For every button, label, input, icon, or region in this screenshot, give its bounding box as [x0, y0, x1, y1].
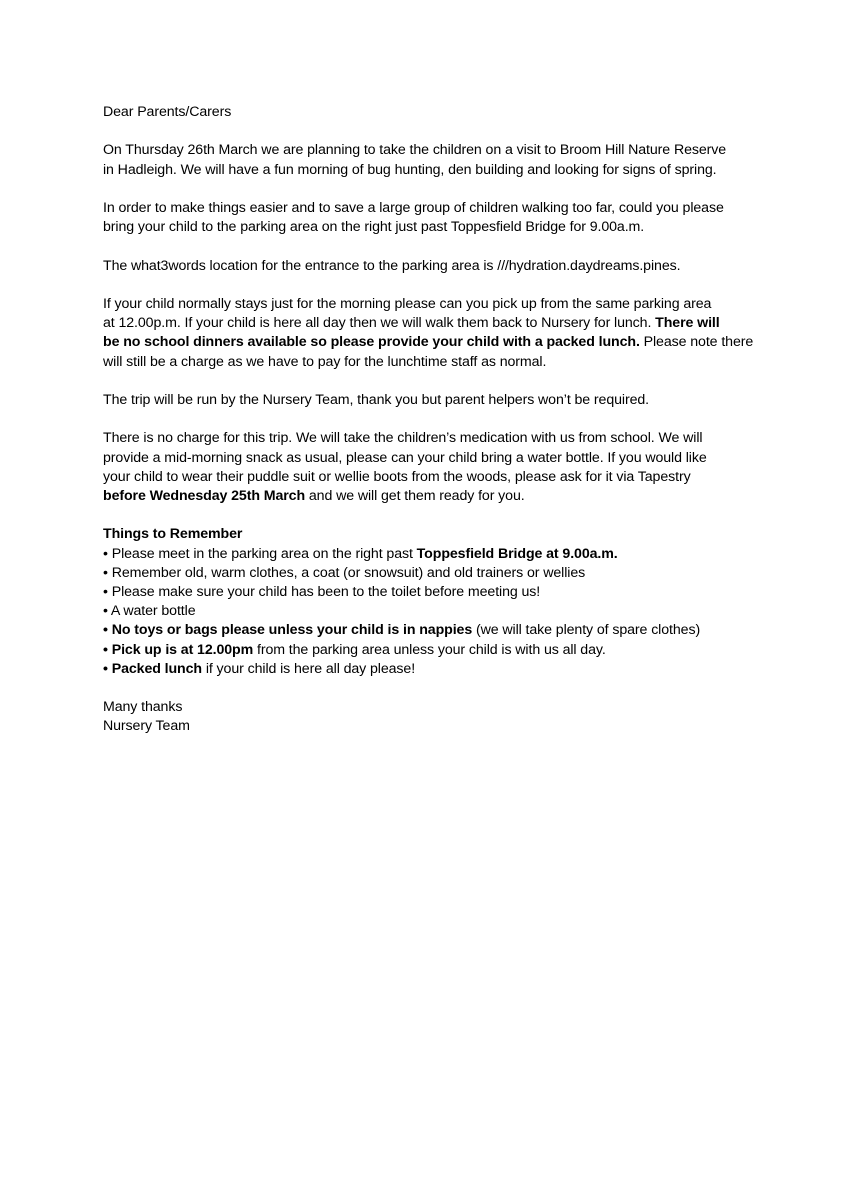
paragraph-line: [103, 314, 763, 333]
emphasis-text: Packed lunch: [111, 660, 202, 677]
list-item-text: if your child is here all day please!: [201, 660, 416, 677]
list-item: [103, 660, 763, 679]
paragraph-what3words: [103, 257, 763, 276]
paragraph-visit-announcement: [103, 141, 763, 179]
paragraph-line: in Hadleigh. We will have a fun morning of bug hunting, den building and looking for signs of spring.: [103, 161, 717, 178]
paragraph-line: On Thursday 26th March we are planning to take the children on a visit to Broom Hill Nature Reserve: [103, 142, 727, 159]
salutation: [103, 103, 763, 122]
bullet: •: [103, 641, 112, 658]
list-item-text: from the parking area unless your child is with us all day.: [253, 641, 606, 658]
list-item: [103, 621, 763, 640]
paragraph-line: [103, 487, 763, 506]
list-item-text: (we will take plenty of spare clothes): [472, 622, 701, 639]
paragraph-line: The what3words location for the entrance to the parking area is ///hydration.daydreams.pines.: [103, 257, 681, 274]
sign-off: [103, 698, 763, 736]
paragraph-drop-off: [103, 199, 763, 237]
list-item: [103, 545, 763, 564]
paragraph-line: There is no charge for this trip. We will take the children’s medication with us from school. We will: [103, 430, 703, 447]
paragraph-line: your child to wear their puddle suit or wellie boots from the woods, please ask for it via Tapestry: [103, 468, 691, 485]
signature-text: Nursery Team: [103, 718, 190, 735]
things-to-remember-section: [103, 525, 763, 679]
emphasis-text: There will: [655, 315, 720, 332]
emphasis-text: before Wednesday 25th March: [103, 487, 306, 504]
salutation-text: Dear Parents/Carers: [103, 104, 232, 120]
paragraph-line: [103, 333, 763, 352]
paragraph-line: In order to make things easier and to save a large group of children walking too far, could you please: [103, 199, 724, 216]
section-heading: Things to Remember: [103, 526, 243, 543]
closing-text: Many thanks: [103, 699, 183, 716]
list-item: • Please make sure your child has been to the toilet before meeting us!: [103, 583, 541, 600]
paragraph-line: The trip will be run by the Nursery Team, thank you but parent helpers won’t be required.: [103, 391, 650, 408]
paragraph-line: bring your child to the parking area on the right just past Toppesfield Bridge for 9.00a.m.: [103, 219, 645, 236]
list-item-text: • Please meet in the parking area on the right past: [103, 545, 417, 562]
bullet: •: [103, 622, 112, 639]
list-item: • A water bottle: [103, 603, 196, 620]
paragraph-charges-and-kit: [103, 429, 763, 506]
reminder-list: [103, 545, 763, 679]
paragraph-line: If your child normally stays just for the morning please can you pick up from the same parking area: [103, 295, 712, 312]
emphasis-text: Pick up is at 12.00pm: [111, 641, 254, 658]
emphasis-text: No toys or bags please unless your child is in nappies: [111, 622, 473, 639]
paragraph-line: provide a mid-morning snack as usual, please can your child bring a water bottle. If you would like: [103, 449, 707, 466]
bullet: •: [103, 660, 112, 677]
paragraph-line: will still be a charge as we have to pay for the lunchtime staff as normal.: [103, 353, 547, 370]
paragraph-staffing: [103, 391, 763, 410]
letter-page: [103, 103, 763, 756]
paragraph-pick-up-lunch: [103, 295, 763, 372]
list-item: • Remember old, warm clothes, a coat (or snowsuit) and old trainers or wellies: [103, 564, 586, 581]
paragraph-text: at 12.00p.m. If your child is here all day then we will walk them back to Nursery for lunch.: [103, 315, 656, 332]
paragraph-text: Please note there: [639, 334, 754, 351]
emphasis-text: be no school dinners available so please provide your child with a packed lunch.: [103, 334, 640, 351]
emphasis-text: Toppesfield Bridge at 9.00a.m.: [416, 545, 618, 562]
paragraph-text: and we will get them ready for you.: [305, 487, 525, 504]
list-item: [103, 641, 763, 660]
